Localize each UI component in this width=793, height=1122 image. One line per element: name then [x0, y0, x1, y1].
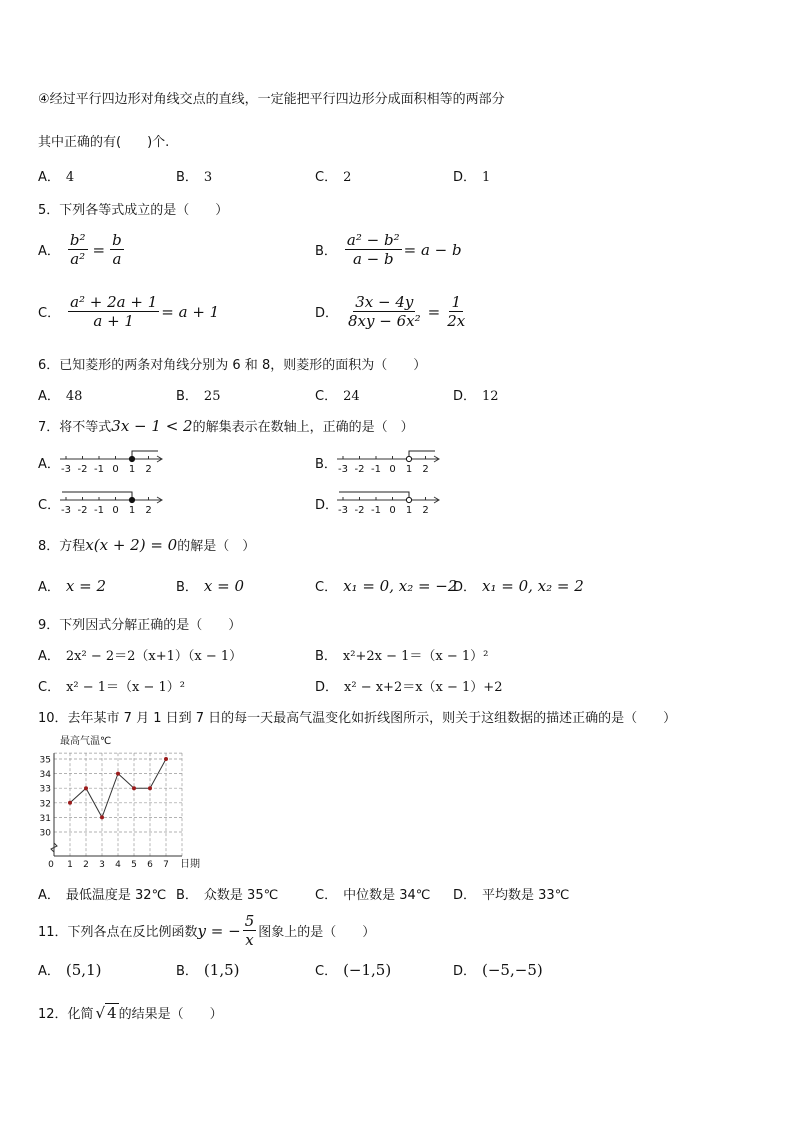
question-6-stem: 6．已知菱形的两条对角线分别为 6 和 8，则菱形的面积为（ ） [38, 358, 427, 373]
q9-option-a[interactable]: A． 2x² − 2＝2（x+1）（x − 1） [38, 649, 243, 664]
data-point [68, 801, 72, 805]
q8-option-b[interactable]: B． x = 0 [176, 577, 245, 595]
y-tick-label: 30 [40, 828, 51, 839]
tick-label: 0 [112, 464, 119, 474]
q9-option-b[interactable]: B． x²+2x − 1＝（x − 1）² [315, 649, 489, 664]
tick-label: -3 [338, 505, 348, 515]
tick-label: -3 [61, 505, 71, 515]
question-9-stem: 9．下列因式分解正确的是（ ） [38, 618, 242, 633]
tick-label: 1 [405, 505, 413, 515]
closed-endpoint [129, 456, 134, 461]
tick-label: -1 [371, 505, 381, 515]
open-endpoint [406, 456, 411, 461]
y-tick-label: 35 [40, 755, 51, 766]
q11-option-b[interactable]: B． (1,5) [176, 961, 240, 979]
q7-option-c[interactable]: C． [38, 498, 61, 513]
tick-label: -1 [94, 505, 104, 515]
number-line-c [58, 489, 168, 515]
open-endpoint [406, 497, 411, 502]
solution-ray [409, 451, 435, 459]
tick-label: -3 [61, 464, 71, 474]
q8-option-a[interactable]: A． x = 2 [38, 577, 107, 595]
number-line-a [58, 448, 168, 474]
statement-4: ④经过平行四边形对角线交点的直线，一定能把平行四边形分成面积相等的两部分 [38, 92, 505, 107]
tick-label: -2 [77, 464, 88, 474]
solution-ray [62, 492, 132, 500]
solution-ray [132, 451, 158, 459]
question-10-stem: 10．去年某市 7 月 1 日到 7 日的每一天最高气温变化如折线图所示，则关于这组数据的描述正确的是（ ） [38, 711, 677, 726]
q6-option-a[interactable]: A． 48 [38, 389, 83, 404]
tick-label: 2 [145, 505, 152, 515]
tick-label: 2 [422, 464, 429, 474]
q5-option-d[interactable]: D． $\frac{3x - 4y}{\text{8xy − 6x²}}$ = $\frac{1}{2x}$ [315, 293, 466, 330]
q9-option-c[interactable]: C． x² − 1＝（x − 1）² [38, 680, 186, 695]
x-tick-label: 1 [67, 860, 73, 870]
tick-label: -2 [354, 464, 365, 474]
q7-option-a[interactable]: A． [38, 457, 60, 472]
q11-option-c[interactable]: C． (−1,5) [315, 961, 392, 979]
question-12-stem: 12．化简 √ 4 的结果是（ ） [38, 1003, 223, 1022]
q7-option-d[interactable]: D． [315, 498, 339, 513]
tick-label: -1 [94, 464, 104, 474]
data-point [148, 786, 152, 790]
tick-label: 0 [389, 464, 396, 474]
tick-label: 1 [128, 464, 136, 474]
y-tick-label: 31 [40, 813, 51, 824]
option-d[interactable]: D． 1 [453, 170, 491, 185]
q6-option-c[interactable]: C． 24 [315, 389, 360, 404]
y-tick-label: 34 [40, 770, 51, 781]
tick-label: 0 [389, 505, 396, 515]
data-point [116, 772, 120, 776]
q10-option-d[interactable]: D． 平均数是 33℃ [453, 888, 570, 903]
tick-label: 2 [422, 505, 429, 515]
q7-option-b[interactable]: B． [315, 457, 337, 472]
question-count-stem: 其中正确的有( )个. [38, 135, 170, 150]
sqrt-sign: √ [95, 1003, 106, 1022]
solution-ray [339, 492, 409, 500]
q9-option-d[interactable]: D． x² − x+2＝x（x − 1）+2 [315, 680, 503, 695]
x-tick-label: 3 [99, 860, 105, 870]
q5-option-c[interactable]: C． $\frac{\text{a² + 2a + 1}}{a + 1}$ = a + 1 [38, 293, 220, 330]
x-axis-title: 日期 [180, 859, 200, 870]
y-tick-label: 32 [40, 799, 51, 810]
x-tick-label: 5 [131, 860, 137, 870]
tick-label: -3 [338, 464, 348, 474]
option-c[interactable]: C． 2 [315, 170, 352, 185]
tick-label: 0 [112, 505, 119, 515]
tick-label: 1 [405, 464, 413, 474]
tick-label: -2 [354, 505, 365, 515]
x-tick-label: 4 [115, 860, 121, 870]
q6-option-b[interactable]: B． 25 [176, 389, 221, 404]
tick-label: 2 [145, 464, 152, 474]
tick-label: -1 [371, 464, 381, 474]
q8-option-d[interactable]: D． x₁ = 0, x₂ = 2 [453, 577, 584, 595]
temperature-line-chart [40, 734, 210, 870]
y-axis-title: 最高气温℃ [60, 736, 112, 747]
data-point [84, 786, 88, 790]
q10-option-b[interactable]: B． 众数是 35℃ [176, 888, 279, 903]
data-point [164, 757, 168, 761]
data-point [132, 786, 136, 790]
q5-option-b[interactable]: B． $\frac{\text{a² − b²}}{a - b}$ = a − b [315, 231, 462, 268]
q10-option-c[interactable]: C． 中位数是 34℃ [315, 888, 431, 903]
tick-label: -2 [77, 505, 88, 515]
q5-option-a[interactable]: A． $\frac{\text{b²}}{\text{a²}}$ = $\frac{b}{a}$ [38, 231, 122, 268]
tick-label: 1 [128, 505, 136, 515]
x-tick-label: 6 [147, 860, 153, 870]
q6-option-d[interactable]: D． 12 [453, 389, 499, 404]
q11-option-d[interactable]: D． (−5,−5) [453, 961, 543, 979]
closed-endpoint [129, 497, 134, 502]
data-point [100, 815, 104, 819]
question-7-stem: 7．将不等式3x − 1 < 2的解集表示在数轴上，正确的是（ ） [38, 417, 414, 435]
number-line-d [335, 489, 445, 515]
question-11-stem: 11．下列各点在反比例函数 y = − $\frac{5}{x}$ 图象上的是（ ） [38, 912, 376, 949]
question-5-stem: 5．下列各等式成立的是（ ） [38, 203, 229, 218]
x-tick-label: 0 [48, 860, 54, 870]
y-tick-label: 33 [40, 784, 51, 795]
number-line-b [335, 448, 445, 474]
x-tick-label: 7 [163, 860, 169, 870]
q11-option-a[interactable]: A． (5,1) [38, 961, 102, 979]
option-b[interactable]: B． 3 [176, 170, 213, 185]
q10-option-a[interactable]: A． 最低温度是 32℃ [38, 888, 167, 903]
option-a[interactable]: A． 4 [38, 170, 75, 185]
x-tick-label: 2 [83, 860, 89, 870]
question-8-stem: 8．方程x(x + 2) = 0的解是（ ） [38, 536, 256, 554]
q8-option-c[interactable]: C． x₁ = 0, x₂ = −2 [315, 577, 458, 595]
